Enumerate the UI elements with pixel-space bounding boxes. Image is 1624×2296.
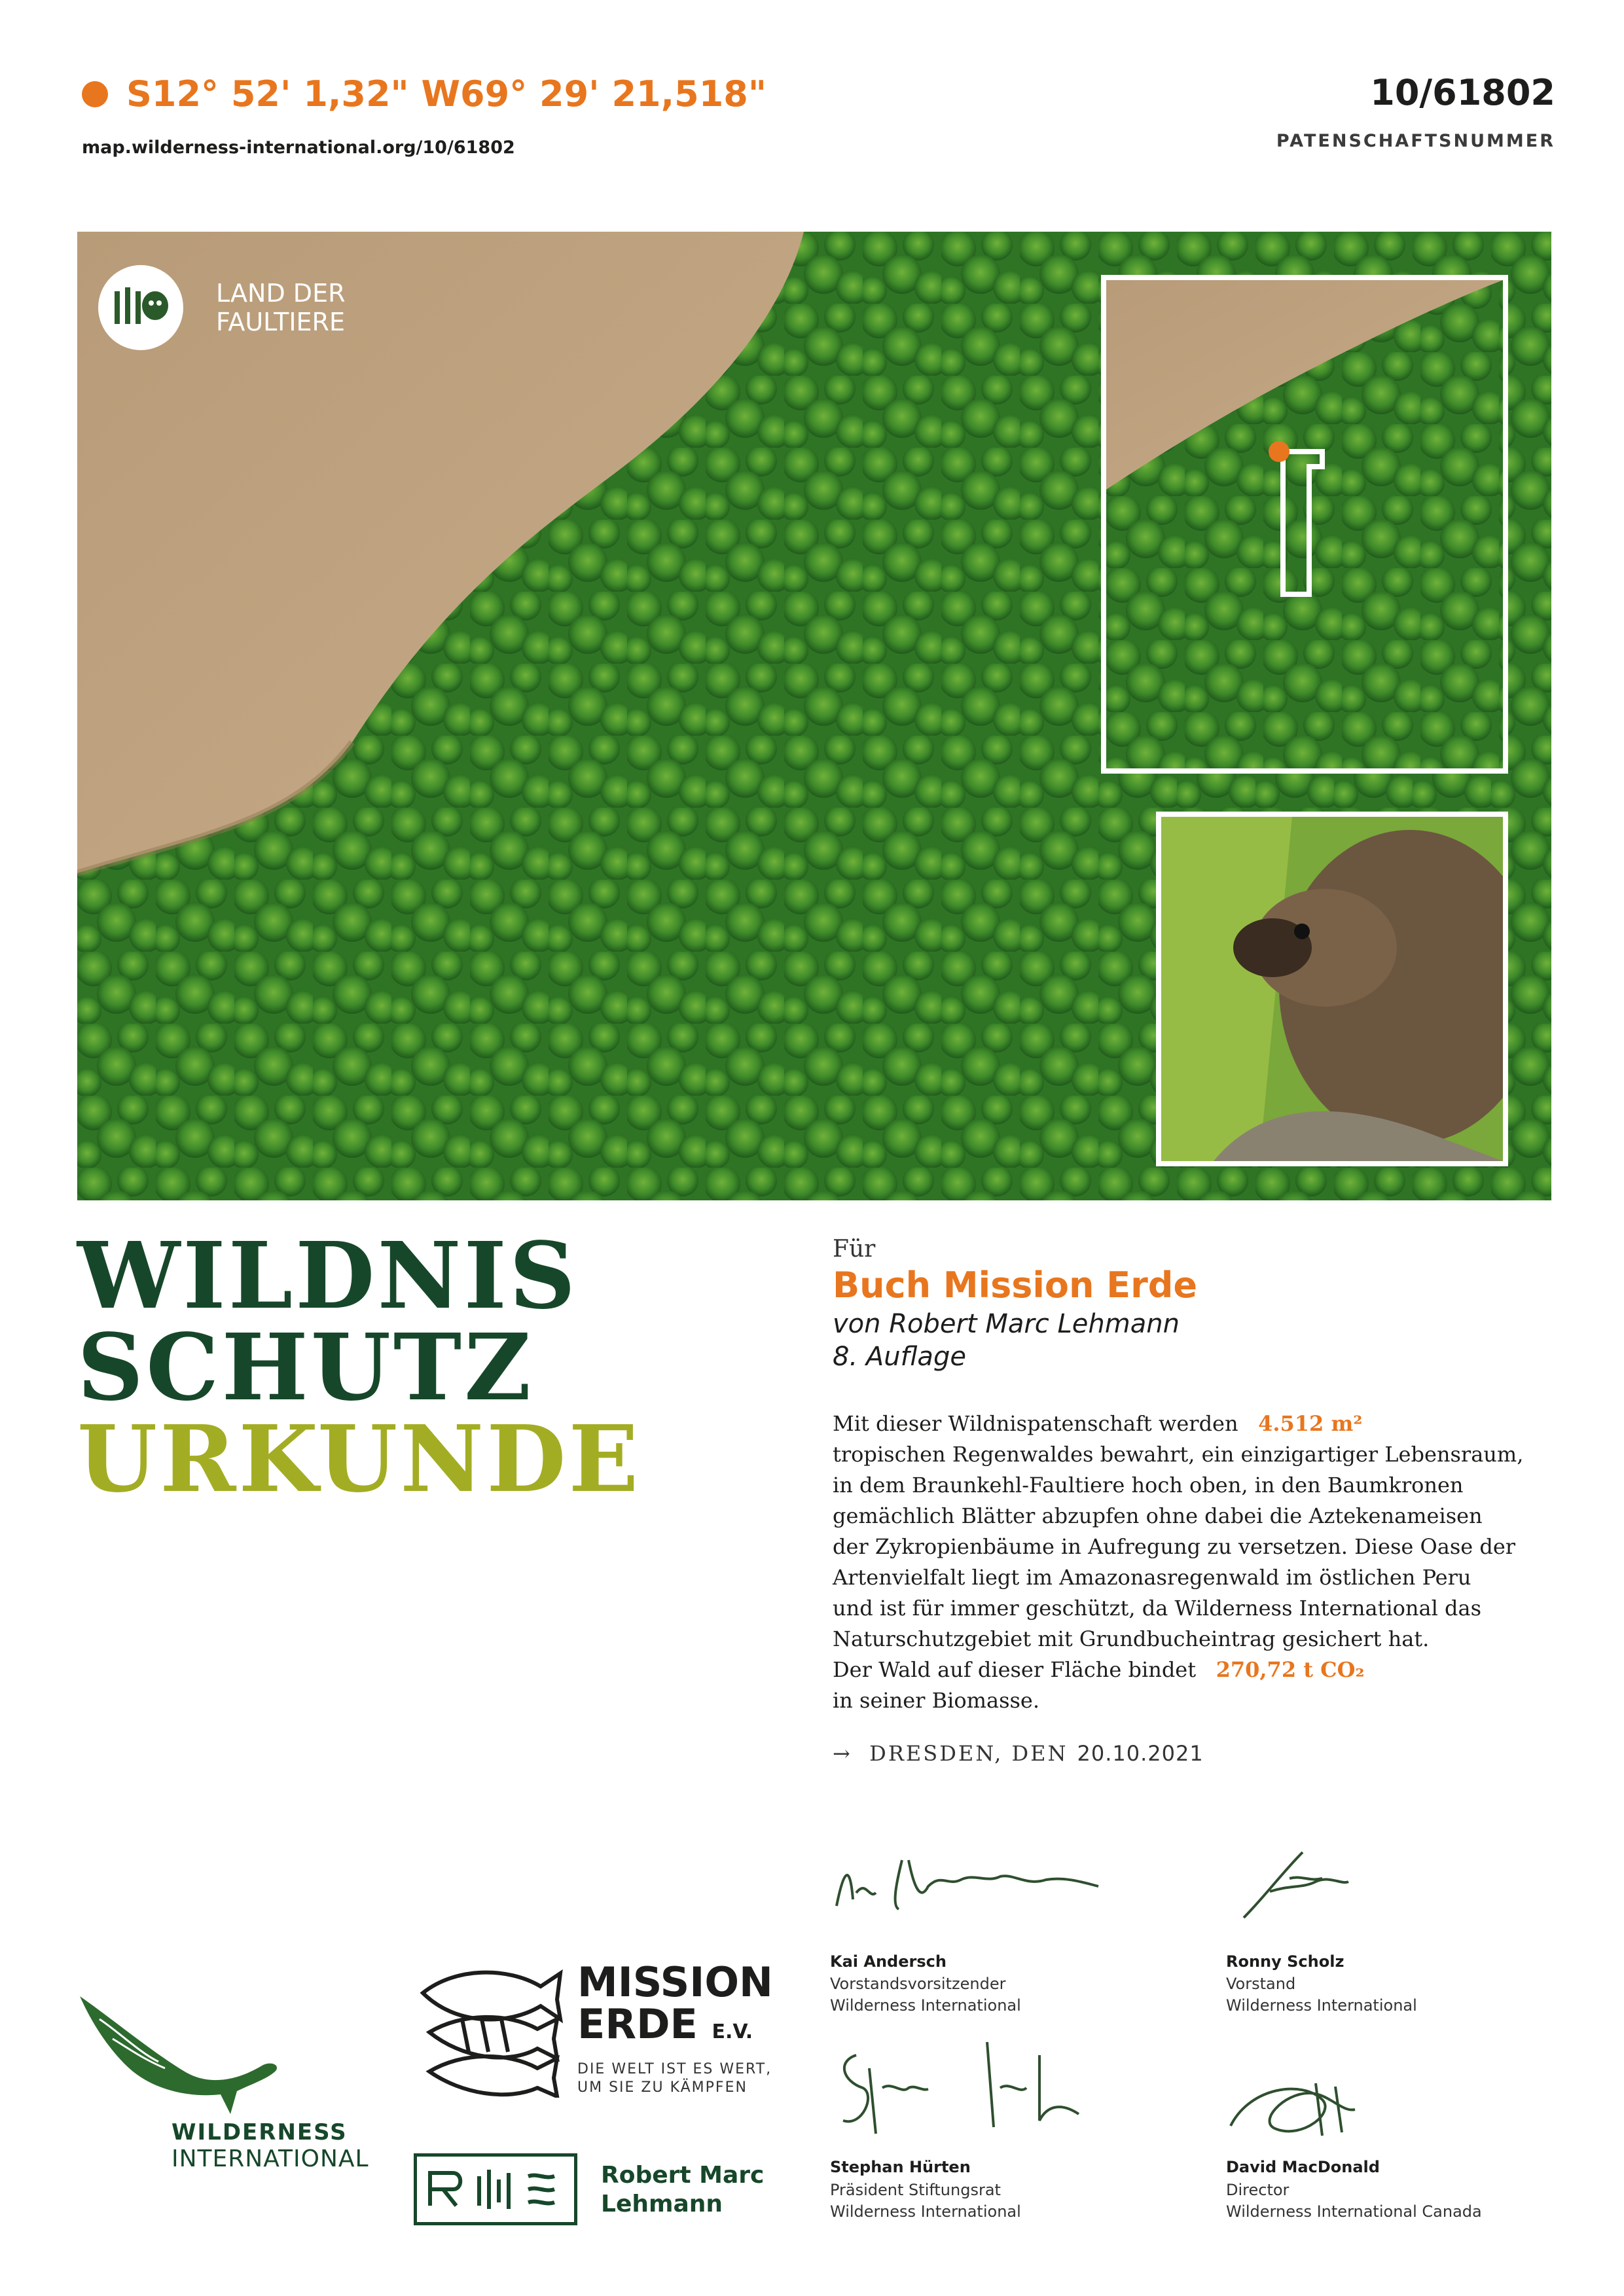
wilderness-logo-text-line1: WILDERNESS: [171, 2119, 348, 2145]
co2-value: 270,72 t CO₂: [1216, 1657, 1365, 1682]
title-line-1: WILDNIS: [77, 1223, 579, 1330]
signature-kai-andersch: [830, 1847, 1105, 1928]
sloth-photo: [1156, 812, 1508, 1166]
signatory-name: Stephan Hürten: [830, 2158, 971, 2176]
signature-ronny-scholz: [1231, 1846, 1362, 1933]
arrow-right-icon: →: [833, 1741, 852, 1766]
handwritten-signature-icon: [1231, 1846, 1362, 1931]
date-value: 20.10.2021: [1077, 1741, 1204, 1766]
co2-intro: Der Wald auf dieser Fläche bindet: [833, 1657, 1197, 1682]
fish-logo-icon: [416, 1954, 567, 2100]
body-line: Artenvielfalt liegt im Amazonasregenwald im östlichen Peru: [833, 1565, 1471, 1590]
signatory-role: Vorstandsvorsitzender: [830, 1975, 1006, 1993]
recipient-edition: 8. Auflage: [833, 1342, 966, 1372]
mission-erde-logo-line1: MISSION: [577, 1958, 773, 2006]
signatory-organization: Wilderness International: [830, 2202, 1021, 2221]
body-line: tropischen Regenwaldes bewahrt, ein einzigartiger Lebensraum,: [833, 1442, 1524, 1467]
location-dot-icon: [82, 81, 108, 107]
body-intro: Mit dieser Wildnispatenschaft werden: [833, 1411, 1238, 1436]
region-name-line2: FAULTIERE: [216, 308, 345, 336]
mission-erde-claim: DIE WELT IST ES WERT, UM SIE ZU KÄMPFEN: [577, 2061, 772, 2096]
signatory-role: Vorstand: [1226, 1975, 1296, 1993]
coordinates: [82, 73, 767, 115]
signature-stephan-huerten: [830, 2029, 1092, 2149]
land-der-faultiere-logo: [98, 265, 345, 350]
plot-location-map: [1101, 275, 1508, 774]
body-line: gemächlich Blätter abzupfen ohne dabei die Aztekenameisen: [833, 1503, 1483, 1528]
sponsorship-label: PATENSCHAFTSNUMMER: [1276, 131, 1555, 151]
date-label: DRESDEN, DEN: [869, 1741, 1068, 1766]
body-line: in dem Braunkehl-Faultiere hoch oben, in den Baumkronen: [833, 1473, 1464, 1498]
title-line-3: URKUNDE: [77, 1406, 641, 1513]
body-line: Naturschutzgebiet mit Grundbucheintrag gesichert hat.: [833, 1626, 1430, 1651]
signature-david-macdonald: [1224, 2073, 1368, 2148]
signatory-organization: Wilderness International: [830, 1996, 1021, 2015]
sloth-icon: [98, 265, 183, 350]
body-line: der Zykropienbäume in Aufregung zu versetzen. Diese Oase der: [833, 1534, 1516, 1559]
eagle-logo-icon: [73, 1993, 283, 2120]
protected-area: 4.512 m²: [1258, 1411, 1363, 1436]
recipient-author: von Robert Marc Lehmann: [833, 1309, 1180, 1339]
co2-outro: in seiner Biomasse.: [833, 1688, 1040, 1713]
plot-marker-icon: [1269, 441, 1290, 462]
recipient-name: Buch Mission Erde: [833, 1265, 1198, 1306]
mission-erde-logo-line2: ERDE E.V.: [577, 2000, 753, 2048]
wilderness-logo-text-line2: INTERNATIONAL: [171, 2145, 369, 2172]
handwritten-signature-icon: [1224, 2073, 1368, 2145]
certificate-body-text: [833, 1408, 1540, 1716]
signatory-role: Director: [1226, 2181, 1290, 2199]
map-url-link[interactable]: map.wilderness-international.org/10/61802: [82, 137, 515, 158]
body-line: und ist für immer geschützt, da Wilderness International das: [833, 1596, 1481, 1621]
region-name-line1: LAND DER: [216, 279, 346, 308]
coordinates-text: S12° 52' 1,32" W69° 29' 21,518": [126, 73, 767, 115]
signatory-name: Ronny Scholz: [1226, 1952, 1344, 1971]
signatory-role: Präsident Stiftungsrat: [830, 2181, 1001, 2199]
signatory-name: David MacDonald: [1226, 2158, 1380, 2176]
rml-logo-icon: [414, 2153, 577, 2225]
date-line: [833, 1741, 1204, 1766]
rml-logo-text: Robert Marc Lehmann: [601, 2162, 765, 2217]
mission-erde-suffix: E.V.: [712, 2020, 753, 2043]
signatory-organization: Wilderness International: [1226, 1996, 1417, 2015]
handwritten-signature-icon: [830, 2029, 1092, 2147]
signatory-organization: Wilderness International Canada: [1226, 2202, 1482, 2221]
title-line-2: SCHUTZ: [77, 1314, 534, 1422]
for-label: Für: [833, 1236, 876, 1263]
handwritten-signature-icon: [830, 1847, 1105, 1926]
sponsorship-number: 10/61802: [1370, 72, 1555, 113]
signatory-name: Kai Andersch: [830, 1952, 947, 1971]
